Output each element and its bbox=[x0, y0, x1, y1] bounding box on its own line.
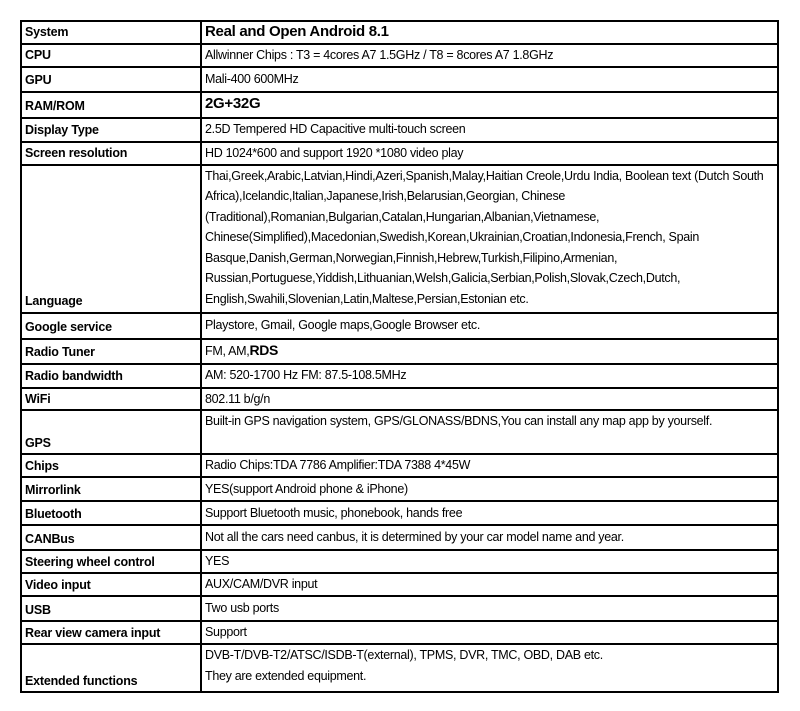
spec-label: Steering wheel control bbox=[21, 550, 201, 573]
spec-value-bold: RDS bbox=[249, 342, 279, 359]
spec-row bbox=[21, 313, 778, 339]
spec-value-text: YES bbox=[205, 554, 230, 569]
spec-label: System bbox=[21, 21, 201, 44]
spec-row bbox=[21, 21, 778, 44]
spec-label: Display Type bbox=[21, 118, 201, 142]
spec-value-text: Thai,Greek,Arabic,Latvian,Hindi,Azeri,Spanish,Malay,Haitian Creole,Urdu India, Boolean text (Dutch South Africa),Icelandic,Italian,Japanese,Irish,Belarusian,Georgian, Chinese (Traditional),Romanian,Bulgarian,Catalan,Hungarian,Albanian,Vietnamese, Chinese(Simplified),Macedonian,Swedish,Korean,Ukrainian,Croatian,Indonesia,French, Spain Basque,Danish,German,Norwegian,Finnish,Hebrew,Turkish,Filipino,Armenian, Russian,Portuguese,Yiddish,Lithuanian,Welsh,Galicia,Serbian,Polish,Slovak,Czech,Dutch, English,Swahili,Slovenian,Latin,Maltese,Persian,Estonian etc. bbox=[205, 168, 764, 306]
spec-value-text: YES(support Android phone & iPhone) bbox=[205, 481, 408, 496]
spec-row bbox=[21, 44, 778, 67]
spec-row bbox=[21, 410, 778, 454]
spec-label: Radio bandwidth bbox=[21, 364, 201, 388]
spec-row bbox=[21, 501, 778, 525]
spec-table bbox=[20, 20, 779, 693]
spec-value-text: Not all the cars need canbus, it is determined by your car model name and year. bbox=[205, 530, 624, 545]
spec-label: CANBus bbox=[21, 525, 201, 550]
spec-value-text: 2.5D Tempered HD Capacitive multi-touch screen bbox=[205, 122, 466, 137]
spec-value bbox=[201, 165, 778, 313]
spec-value-text: FM, AM, bbox=[205, 344, 250, 359]
spec-row bbox=[21, 644, 778, 692]
spec-value-text: Radio Chips:TDA 7786 Amplifier:TDA 7388 4*45W bbox=[205, 458, 471, 473]
spec-value bbox=[201, 477, 778, 501]
spec-label: Language bbox=[21, 165, 201, 313]
spec-value-text: 2G+32G bbox=[205, 95, 261, 113]
spec-label: Radio Tuner bbox=[21, 339, 201, 364]
spec-label: RAM/ROM bbox=[21, 92, 201, 118]
spec-label: Google service bbox=[21, 313, 201, 339]
spec-value bbox=[201, 596, 778, 621]
spec-row bbox=[21, 596, 778, 621]
spec-label: WiFi bbox=[21, 388, 201, 411]
spec-value bbox=[201, 313, 778, 339]
spec-value bbox=[201, 644, 778, 692]
spec-value bbox=[201, 118, 778, 142]
spec-value-text: AUX/CAM/DVR input bbox=[205, 577, 318, 592]
spec-value bbox=[201, 92, 778, 118]
spec-value-text: 802.11 b/g/n bbox=[205, 391, 270, 406]
spec-value bbox=[201, 67, 778, 92]
spec-label: Chips bbox=[21, 454, 201, 477]
spec-value bbox=[201, 501, 778, 525]
spec-row bbox=[21, 118, 778, 142]
spec-row bbox=[21, 165, 778, 313]
spec-value bbox=[201, 44, 778, 67]
spec-label: GPS bbox=[21, 410, 201, 454]
spec-value bbox=[201, 339, 778, 364]
spec-row bbox=[21, 454, 778, 477]
spec-label: Screen resolution bbox=[21, 142, 201, 165]
spec-value-text: DVB-T/DVB-T2/ATSC/ISDB-T(external), TPMS, DVR, TMC, OBD, DAB etc. bbox=[205, 648, 603, 662]
spec-label: Extended functions bbox=[21, 644, 201, 692]
spec-value-text: Mali-400 600MHz bbox=[205, 71, 299, 86]
spec-value bbox=[201, 21, 778, 44]
spec-value bbox=[201, 573, 778, 596]
spec-value-text: Support Bluetooth music, phonebook, hands free bbox=[205, 505, 463, 520]
spec-value-text: Two usb ports bbox=[205, 601, 279, 616]
spec-row bbox=[21, 550, 778, 573]
spec-row bbox=[21, 477, 778, 501]
spec-row bbox=[21, 621, 778, 644]
spec-label: Rear view camera input bbox=[21, 621, 201, 644]
spec-label: USB bbox=[21, 596, 201, 621]
spec-value-line2: They are extended equipment. bbox=[205, 668, 367, 683]
spec-row bbox=[21, 92, 778, 118]
spec-value-text: Playstore, Gmail, Google maps,Google Browser etc. bbox=[205, 318, 481, 333]
spec-label: CPU bbox=[21, 44, 201, 67]
spec-value bbox=[201, 410, 778, 454]
spec-row bbox=[21, 388, 778, 411]
spec-row bbox=[21, 525, 778, 550]
spec-row bbox=[21, 142, 778, 165]
spec-row bbox=[21, 573, 778, 596]
spec-value-text: Real and Open Android 8.1 bbox=[205, 23, 389, 40]
spec-value bbox=[201, 364, 778, 388]
spec-row bbox=[21, 364, 778, 388]
spec-label: Mirrorlink bbox=[21, 477, 201, 501]
spec-value bbox=[201, 142, 778, 165]
spec-value-text: Support bbox=[205, 625, 247, 640]
spec-value-text: Allwinner Chips : T3 = 4cores A7 1.5GHz / T8 = 8cores A7 1.8GHz bbox=[205, 47, 554, 62]
spec-value bbox=[201, 525, 778, 550]
spec-label: GPU bbox=[21, 67, 201, 92]
spec-row bbox=[21, 67, 778, 92]
spec-row bbox=[21, 339, 778, 364]
spec-value bbox=[201, 550, 778, 573]
spec-value-text: HD 1024*600 and support 1920 *1080 video play bbox=[205, 145, 464, 160]
spec-label: Video input bbox=[21, 573, 201, 596]
spec-value bbox=[201, 454, 778, 477]
spec-value bbox=[201, 621, 778, 644]
spec-value-text: AM: 520-1700 Hz FM: 87.5-108.5MHz bbox=[205, 368, 407, 383]
spec-value-text: Built-in GPS navigation system, GPS/GLONASS/BDNS,You can install any map app by yourself. bbox=[205, 414, 713, 428]
spec-value bbox=[201, 388, 778, 411]
spec-label: Bluetooth bbox=[21, 501, 201, 525]
